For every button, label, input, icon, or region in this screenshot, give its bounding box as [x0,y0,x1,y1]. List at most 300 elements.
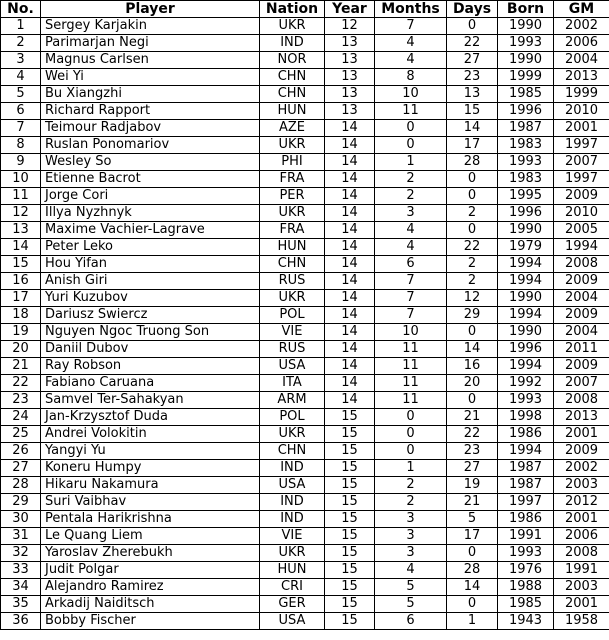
cell-year: 14 [325,290,375,307]
cell-days: 0 [447,222,498,239]
cell-no: 9 [1,154,41,171]
table-row [1,239,609,256]
table-row [1,188,609,205]
cell-born: 1995 [498,188,554,205]
table-row [1,358,609,375]
table-row [1,477,609,494]
cell-gm: 2006 [554,35,609,52]
cell-no: 12 [1,205,41,222]
cell-year: 15 [325,596,375,613]
cell-gm: 1958 [554,613,609,630]
cell-nation: USA [260,477,325,494]
cell-no: 36 [1,613,41,630]
cell-born: 1986 [498,511,554,528]
cell-no: 15 [1,256,41,273]
cell-months: 0 [375,409,447,426]
cell-born: 1993 [498,392,554,409]
cell-days: 2 [447,273,498,290]
cell-days: 0 [447,596,498,613]
cell-gm: 2007 [554,154,609,171]
cell-months: 7 [375,290,447,307]
cell-born: 1983 [498,171,554,188]
cell-no: 3 [1,52,41,69]
cell-gm: 2004 [554,324,609,341]
cell-days: 16 [447,358,498,375]
cell-born: 1976 [498,562,554,579]
table-row [1,205,609,222]
cell-months: 0 [375,120,447,137]
table-row [1,460,609,477]
cell-gm: 2002 [554,18,609,35]
cell-months: 7 [375,273,447,290]
cell-born: 1990 [498,18,554,35]
cell-year: 15 [325,511,375,528]
cell-days: 27 [447,460,498,477]
cell-year: 15 [325,494,375,511]
cell-days: 23 [447,443,498,460]
cell-days: 0 [447,171,498,188]
cell-player: Anish Giri [41,273,260,290]
cell-year: 14 [325,307,375,324]
cell-no: 30 [1,511,41,528]
cell-born: 1994 [498,358,554,375]
cell-no: 23 [1,392,41,409]
cell-born: 1996 [498,205,554,222]
cell-no: 26 [1,443,41,460]
cell-gm: 1997 [554,137,609,154]
cell-nation: GER [260,596,325,613]
cell-player: Illya Nyzhnyk [41,205,260,222]
cell-year: 14 [325,205,375,222]
cell-no: 27 [1,460,41,477]
cell-born: 1988 [498,579,554,596]
cell-no: 2 [1,35,41,52]
cell-days: 17 [447,137,498,154]
table-row [1,341,609,358]
cell-months: 7 [375,18,447,35]
cell-months: 0 [375,426,447,443]
cell-months: 10 [375,86,447,103]
cell-no: 35 [1,596,41,613]
cell-player: Ruslan Ponomariov [41,137,260,154]
cell-no: 7 [1,120,41,137]
cell-nation: HUN [260,103,325,120]
cell-year: 14 [325,341,375,358]
cell-months: 11 [375,103,447,120]
cell-year: 14 [325,375,375,392]
cell-player: Sergey Karjakin [41,18,260,35]
cell-year: 13 [325,103,375,120]
cell-player: Le Quang Liem [41,528,260,545]
cell-nation: AZE [260,120,325,137]
cell-months: 2 [375,171,447,188]
cell-months: 4 [375,35,447,52]
cell-gm: 2008 [554,256,609,273]
header-gm: GM [554,1,609,18]
header-row [1,1,609,18]
cell-gm: 2009 [554,273,609,290]
cell-no: 24 [1,409,41,426]
cell-born: 1979 [498,239,554,256]
header-player: Player [41,1,260,18]
cell-no: 25 [1,426,41,443]
cell-gm: 1991 [554,562,609,579]
cell-gm: 2001 [554,120,609,137]
cell-months: 6 [375,613,447,630]
cell-gm: 2004 [554,290,609,307]
table-row [1,409,609,426]
cell-nation: IND [260,35,325,52]
cell-nation: CHN [260,69,325,86]
cell-months: 4 [375,239,447,256]
cell-nation: RUS [260,341,325,358]
cell-year: 14 [325,137,375,154]
table-row [1,511,609,528]
cell-no: 29 [1,494,41,511]
cell-months: 1 [375,154,447,171]
cell-gm: 1997 [554,171,609,188]
table-row [1,86,609,103]
cell-gm: 2009 [554,188,609,205]
cell-year: 15 [325,579,375,596]
table-header [1,1,609,18]
cell-months: 7 [375,307,447,324]
cell-no: 5 [1,86,41,103]
cell-days: 29 [447,307,498,324]
cell-born: 1986 [498,426,554,443]
cell-year: 14 [325,358,375,375]
table-body [1,18,609,630]
table-row [1,443,609,460]
cell-no: 10 [1,171,41,188]
cell-months: 11 [375,375,447,392]
cell-nation: ITA [260,375,325,392]
cell-born: 1994 [498,443,554,460]
cell-year: 14 [325,256,375,273]
cell-months: 11 [375,341,447,358]
cell-year: 15 [325,443,375,460]
table-row [1,18,609,35]
header-months: Months [375,1,447,18]
cell-days: 0 [447,18,498,35]
cell-born: 1985 [498,596,554,613]
cell-nation: CHN [260,256,325,273]
cell-no: 19 [1,324,41,341]
cell-days: 2 [447,256,498,273]
cell-year: 13 [325,69,375,86]
cell-player: Jorge Cori [41,188,260,205]
cell-year: 15 [325,460,375,477]
table-row [1,222,609,239]
cell-days: 15 [447,103,498,120]
cell-year: 13 [325,86,375,103]
cell-gm: 2009 [554,358,609,375]
cell-born: 1994 [498,307,554,324]
cell-born: 1990 [498,324,554,341]
table-row [1,324,609,341]
cell-player: Wesley So [41,154,260,171]
cell-player: Bu Xiangzhi [41,86,260,103]
cell-nation: IND [260,460,325,477]
table-row [1,375,609,392]
cell-no: 20 [1,341,41,358]
cell-months: 2 [375,477,447,494]
cell-born: 1993 [498,545,554,562]
table-row [1,154,609,171]
cell-no: 32 [1,545,41,562]
cell-days: 20 [447,375,498,392]
cell-months: 0 [375,443,447,460]
cell-gm: 2002 [554,460,609,477]
cell-days: 14 [447,579,498,596]
cell-nation: FRA [260,222,325,239]
cell-days: 2 [447,205,498,222]
cell-player: Yangyi Yu [41,443,260,460]
cell-nation: CHN [260,443,325,460]
cell-nation: VIE [260,324,325,341]
header-born: Born [498,1,554,18]
cell-no: 8 [1,137,41,154]
cell-year: 15 [325,409,375,426]
cell-year: 15 [325,528,375,545]
cell-nation: UKR [260,205,325,222]
table-row [1,426,609,443]
cell-born: 1987 [498,460,554,477]
cell-days: 28 [447,562,498,579]
cell-gm: 2010 [554,103,609,120]
cell-player: Andrei Volokitin [41,426,260,443]
cell-gm: 2010 [554,205,609,222]
table-row [1,494,609,511]
table-row [1,528,609,545]
cell-gm: 2011 [554,341,609,358]
cell-no: 18 [1,307,41,324]
cell-player: Etienne Bacrot [41,171,260,188]
cell-gm: 2003 [554,579,609,596]
cell-months: 5 [375,596,447,613]
cell-year: 14 [325,222,375,239]
cell-year: 14 [325,392,375,409]
cell-nation: HUN [260,239,325,256]
cell-no: 31 [1,528,41,545]
cell-months: 11 [375,358,447,375]
cell-year: 14 [325,171,375,188]
cell-months: 3 [375,511,447,528]
cell-nation: RUS [260,273,325,290]
cell-player: Dariusz Swiercz [41,307,260,324]
cell-year: 14 [325,120,375,137]
cell-days: 14 [447,341,498,358]
cell-no: 1 [1,18,41,35]
cell-nation: IND [260,511,325,528]
cell-days: 21 [447,409,498,426]
cell-born: 1990 [498,52,554,69]
cell-days: 17 [447,528,498,545]
cell-year: 13 [325,52,375,69]
cell-days: 0 [447,392,498,409]
table-row [1,103,609,120]
cell-no: 22 [1,375,41,392]
cell-player: Magnus Carlsen [41,52,260,69]
cell-months: 6 [375,256,447,273]
cell-months: 3 [375,205,447,222]
cell-gm: 2012 [554,494,609,511]
cell-days: 14 [447,120,498,137]
cell-born: 1985 [498,86,554,103]
cell-months: 8 [375,69,447,86]
cell-gm: 1994 [554,239,609,256]
cell-year: 12 [325,18,375,35]
cell-gm: 2009 [554,307,609,324]
cell-nation: CRI [260,579,325,596]
table-row [1,307,609,324]
cell-no: 21 [1,358,41,375]
cell-born: 1983 [498,137,554,154]
cell-nation: FRA [260,171,325,188]
cell-nation: CHN [260,86,325,103]
cell-gm: 2005 [554,222,609,239]
cell-player: Wei Yi [41,69,260,86]
cell-born: 1996 [498,103,554,120]
table-row [1,69,609,86]
cell-gm: 2006 [554,528,609,545]
cell-days: 22 [447,239,498,256]
cell-born: 1993 [498,154,554,171]
cell-born: 1999 [498,69,554,86]
cell-days: 21 [447,494,498,511]
cell-months: 11 [375,392,447,409]
cell-no: 6 [1,103,41,120]
cell-year: 15 [325,426,375,443]
cell-no: 14 [1,239,41,256]
cell-nation: POL [260,307,325,324]
cell-no: 34 [1,579,41,596]
cell-gm: 2003 [554,477,609,494]
cell-nation: UKR [260,426,325,443]
cell-player: Arkadij Naiditsch [41,596,260,613]
cell-player: Yuri Kuzubov [41,290,260,307]
cell-nation: ARM [260,392,325,409]
cell-player: Hikaru Nakamura [41,477,260,494]
cell-born: 1987 [498,120,554,137]
cell-days: 22 [447,426,498,443]
cell-no: 13 [1,222,41,239]
cell-nation: UKR [260,137,325,154]
cell-year: 14 [325,154,375,171]
cell-no: 11 [1,188,41,205]
table-row [1,256,609,273]
table-row [1,290,609,307]
cell-born: 1998 [498,409,554,426]
cell-months: 4 [375,562,447,579]
cell-born: 1996 [498,341,554,358]
cell-player: Suri Vaibhav [41,494,260,511]
cell-nation: NOR [260,52,325,69]
cell-player: Koneru Humpy [41,460,260,477]
cell-year: 14 [325,273,375,290]
cell-player: Alejandro Ramirez [41,579,260,596]
cell-days: 0 [447,324,498,341]
cell-months: 10 [375,324,447,341]
cell-nation: USA [260,358,325,375]
cell-player: Maxime Vachier-Lagrave [41,222,260,239]
cell-player: Nguyen Ngoc Truong Son [41,324,260,341]
table-row [1,562,609,579]
cell-born: 1990 [498,290,554,307]
cell-born: 1992 [498,375,554,392]
cell-player: Bobby Fischer [41,613,260,630]
table-row [1,545,609,562]
cell-born: 1993 [498,35,554,52]
cell-nation: POL [260,409,325,426]
table-row [1,596,609,613]
table-row [1,273,609,290]
cell-days: 23 [447,69,498,86]
cell-gm: 2008 [554,392,609,409]
cell-no: 17 [1,290,41,307]
cell-no: 28 [1,477,41,494]
cell-year: 15 [325,545,375,562]
cell-player: Yaroslav Zherebukh [41,545,260,562]
cell-player: Samvel Ter-Sahakyan [41,392,260,409]
cell-player: Peter Leko [41,239,260,256]
header-year: Year [325,1,375,18]
cell-year: 15 [325,562,375,579]
cell-nation: USA [260,613,325,630]
cell-gm: 2008 [554,545,609,562]
cell-nation: VIE [260,528,325,545]
table-row [1,613,609,630]
cell-player: Daniil Dubov [41,341,260,358]
cell-nation: UKR [260,18,325,35]
cell-gm: 1999 [554,86,609,103]
cell-nation: UKR [260,290,325,307]
cell-year: 13 [325,35,375,52]
cell-born: 1994 [498,256,554,273]
cell-days: 27 [447,52,498,69]
cell-year: 14 [325,188,375,205]
cell-born: 1997 [498,494,554,511]
cell-days: 13 [447,86,498,103]
cell-days: 12 [447,290,498,307]
cell-nation: UKR [260,545,325,562]
cell-gm: 2001 [554,426,609,443]
cell-gm: 2009 [554,443,609,460]
cell-days: 5 [447,511,498,528]
cell-born: 1943 [498,613,554,630]
cell-days: 0 [447,188,498,205]
cell-born: 1994 [498,273,554,290]
cell-born: 1991 [498,528,554,545]
cell-months: 5 [375,579,447,596]
header-nation: Nation [260,1,325,18]
cell-year: 14 [325,324,375,341]
cell-months: 0 [375,137,447,154]
table-row [1,35,609,52]
table-row [1,392,609,409]
cell-months: 4 [375,52,447,69]
cell-year: 15 [325,477,375,494]
table-row [1,120,609,137]
cell-no: 33 [1,562,41,579]
cell-year: 15 [325,613,375,630]
cell-days: 0 [447,545,498,562]
cell-gm: 2013 [554,409,609,426]
table-row [1,579,609,596]
cell-gm: 2001 [554,511,609,528]
cell-nation: PHI [260,154,325,171]
cell-born: 1987 [498,477,554,494]
